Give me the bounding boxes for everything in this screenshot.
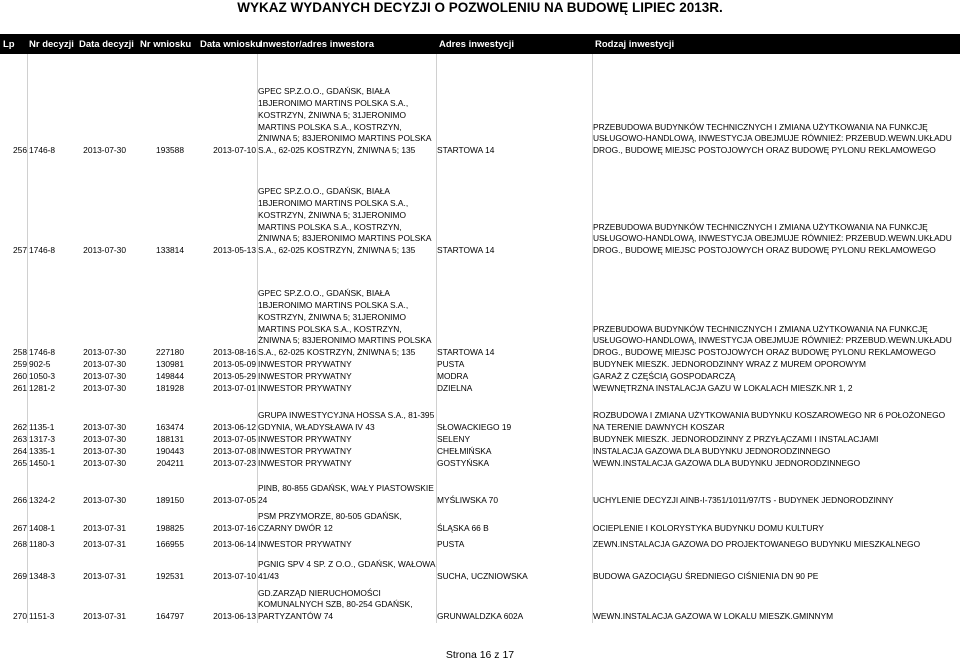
cell-nr-wniosku: 204211 <box>156 458 184 469</box>
cell-nr-decyzji: 1746-8 <box>29 347 56 358</box>
cell-inwestor: INWESTOR PRYWATNY <box>258 434 352 445</box>
cell-rodzaj: PRZEBUDOWA BUDYNKÓW TECHNICZNYCH I ZMIANA UŻYTKOWANIA NA FUNKCJĘ USŁUGOWO-HANDLOWĄ, INWESTYCJA OBEJMUJE RÓWNIEŻ: PRZEBUD.WEWN.UKŁADU DROG., BUDOWĘ MIEJSC POSTOJOWYCH ORAZ BUDOWĘ PYLONU REKLAMOWEGO <box>593 121 952 156</box>
cell-nr-wniosku: 166955 <box>156 539 184 550</box>
cell-inwestor: PINB, 80-855 GDAŃSK, WAŁY PIASTOWSKIE 24 <box>258 483 434 506</box>
cell-adres: GOSTYŃSKA <box>437 458 490 469</box>
cell-data-decyzji: 2013-07-31 <box>83 611 126 622</box>
cell-data-decyzji: 2013-07-31 <box>83 523 126 534</box>
cell-data-wniosku: 2013-08-16 <box>213 347 256 358</box>
cell-nr-wniosku: 190443 <box>156 446 184 457</box>
cell-data-wniosku: 2013-06-14 <box>213 539 256 550</box>
cell-data-wniosku: 2013-06-12 <box>213 422 256 433</box>
cell-data-wniosku: 2013-06-13 <box>213 611 256 622</box>
cell-data-decyzji: 2013-07-30 <box>83 446 126 457</box>
cell-nr-decyzji: 1348-3 <box>29 571 56 582</box>
cell-data-decyzji: 2013-07-30 <box>83 359 126 370</box>
cell-rodzaj: BUDYNEK MIESZK. JEDNORODZINNY Z PRZYŁĄCZAMI I INSTALACJAMI <box>593 434 879 445</box>
header-adres: Adres inwestycji <box>439 39 514 50</box>
cell-data-decyzji: 2013-07-31 <box>83 571 126 582</box>
cell-data-wniosku: 2013-05-09 <box>213 359 256 370</box>
page-footer: Strona 16 z 17 <box>445 649 515 661</box>
cell-nr-decyzji: 902-5 <box>29 359 51 370</box>
cell-nr-wniosku: 181928 <box>156 383 184 394</box>
cell-inwestor: INWESTOR PRYWATNY <box>258 458 352 469</box>
cell-nr-wniosku: 188131 <box>156 434 184 445</box>
cell-nr-wniosku: 193588 <box>156 145 184 156</box>
cell-lp: 256 <box>13 145 27 156</box>
cell-rodzaj: ROZBUDOWA I ZMIANA UŻYTKOWANIA BUDYNKU KOSZAROWEGO NR 6 POŁOŻONEGO NA TERENIE DAWNYCH KOSZAR <box>593 410 946 433</box>
cell-lp: 264 <box>13 446 27 457</box>
cell-lp: 268 <box>13 539 27 550</box>
cell-nr-decyzji: 1135-1 <box>29 422 55 433</box>
cell-adres: GRUNWALDZKA 602A <box>437 611 524 622</box>
header-inwestor: Inwestor/adres inwestora <box>260 39 375 50</box>
cell-adres: MYŚLIWSKA 70 <box>437 495 498 506</box>
cell-inwestor: INWESTOR PRYWATNY <box>258 539 352 550</box>
cell-rodzaj: WEWN.INSTALACJA GAZOWA DLA BUDYNKU JEDNORODZINNEGO <box>593 458 861 469</box>
cell-data-wniosku: 2013-05-13 <box>213 245 256 256</box>
cell-rodzaj: PRZEBUDOWA BUDYNKÓW TECHNICZNYCH I ZMIANA UŻYTKOWANIA NA FUNKCJĘ USŁUGOWO-HANDLOWĄ, INWESTYCJA OBEJMUJE RÓWNIEŻ: PRZEBUD.WEWN.UKŁADU DROG., BUDOWĘ MIEJSC POSTOJOWYCH ORAZ BUDOWĘ PYLONU REKLAMOWEGO <box>593 221 952 256</box>
header-data-wniosku: Data wniosku <box>200 39 262 50</box>
cell-inwestor: INWESTOR PRYWATNY <box>258 383 352 394</box>
cell-adres: CHEŁMIŃSKA <box>437 446 492 457</box>
cell-adres: SUCHA, UCZNIOWSKA <box>437 571 528 582</box>
cell-inwestor: GRUPA INWESTYCYJNA HOSSA S.A., 81-395 GDYNIA, WŁADYSŁAWA IV 43 <box>258 410 435 433</box>
cell-rodzaj: PRZEBUDOWA BUDYNKÓW TECHNICZNYCH I ZMIANA UŻYTKOWANIA NA FUNKCJĘ USŁUGOWO-HANDLOWĄ, INWESTYCJA OBEJMUJE RÓWNIEŻ: PRZEBUD.WEWN.UKŁADU DROG., BUDOWĘ MIEJSC POSTOJOWYCH ORAZ BUDOWĘ PYLONU REKLAMOWEGO <box>593 323 952 358</box>
cell-data-wniosku: 2013-07-08 <box>213 446 256 457</box>
cell-nr-decyzji: 1335-1 <box>29 446 56 457</box>
cell-data-wniosku: 2013-07-01 <box>213 383 256 394</box>
cell-nr-wniosku: 227180 <box>156 347 184 358</box>
cell-lp: 258 <box>13 347 27 358</box>
cell-inwestor: GPEC SP.Z.O.O., GDAŃSK, BIAŁA 1BJERONIMO MARTINS POLSKA S.A., KOSTRZYN, ŻNIWNA 5; 31JERONIMO MARTINS POLSKA S.A., KOSTRZYN, ŻNIWNA 5; 83JERONIMO MARTINS POLSKA S.A., 62-025 KOSTRZYN, ŻNIWNA 5; 135 <box>258 186 431 256</box>
cell-data-wniosku: 2013-07-23 <box>213 458 256 469</box>
header-data-decyzji: Data decyzji <box>79 39 134 50</box>
cell-inwestor: GPEC SP.Z.O.O., GDAŃSK, BIAŁA 1BJERONIMO MARTINS POLSKA S.A., KOSTRZYN, ŻNIWNA 5; 31JERONIMO MARTINS POLSKA S.A., KOSTRZYN, ŻNIWNA 5; 83JERONIMO MARTINS POLSKA S.A., 62-025 KOSTRZYN, ŻNIWNA 5; 135 <box>258 288 431 358</box>
cell-data-decyzji: 2013-07-30 <box>83 422 126 433</box>
header-lp: Lp <box>3 39 15 50</box>
cell-lp: 270 <box>13 611 27 622</box>
header-nr-decyzji: Nr decyzji <box>29 39 74 50</box>
cell-inwestor: INWESTOR PRYWATNY <box>258 446 352 457</box>
cell-inwestor: PGNIG SPV 4 SP. Z O.O., GDAŃSK, WAŁOWA 41/43 <box>258 559 435 582</box>
cell-adres: STARTOWA 14 <box>437 347 495 358</box>
cell-nr-decyzji: 1281-2 <box>29 383 56 394</box>
cell-nr-decyzji: 1746-8 <box>29 145 56 156</box>
header-rodzaj: Rodzaj inwestycji <box>595 39 675 50</box>
cell-lp: 267 <box>13 523 27 534</box>
cell-rodzaj: GARAŻ Z CZĘŚCIĄ GOSPODARCZĄ <box>593 371 736 382</box>
cell-lp: 266 <box>13 495 27 506</box>
cell-data-decyzji: 2013-07-30 <box>83 383 126 394</box>
cell-nr-decyzji: 1450-1 <box>29 458 56 469</box>
cell-nr-wniosku: 130981 <box>156 359 184 370</box>
cell-inwestor: PSM PRZYMORZE, 80-505 GDAŃSK, CZARNY DWÓR 12 <box>258 511 402 534</box>
header-nr-wniosku: Nr wniosku <box>140 39 192 50</box>
cell-data-wniosku: 2013-05-29 <box>213 371 256 382</box>
cell-rodzaj: UCHYLENIE DECYZJI AINB-I-7351/1011/97/TS - BUDYNEK JEDNORODZINNY <box>593 495 894 506</box>
cell-adres: DZIELNA <box>437 383 473 394</box>
cell-inwestor: INWESTOR PRYWATNY <box>258 359 352 370</box>
cell-lp: 260 <box>13 371 27 382</box>
cell-rodzaj: BUDYNEK MIESZK. JEDNORODZINNY WRAZ Z MUREM OPOROWYM <box>593 359 866 370</box>
cell-data-decyzji: 2013-07-30 <box>83 245 126 256</box>
cell-lp: 269 <box>13 571 27 582</box>
cell-data-wniosku: 2013-07-05 <box>213 495 256 506</box>
cell-adres: MODRA <box>437 371 469 382</box>
cell-rodzaj: WEWN.INSTALACJA GAZOWA W LOKALU MIESZK.GMINNYM <box>593 611 834 622</box>
cell-inwestor: GPEC SP.Z.O.O., GDAŃSK, BIAŁA 1BJERONIMO MARTINS POLSKA S.A., KOSTRZYN, ŻNIWNA 5; 31JERONIMO MARTINS POLSKA S.A., KOSTRZYN, ŻNIWNA 5; 83JERONIMO MARTINS POLSKA S.A., 62-025 KOSTRZYN, ŻNIWNA 5; 135 <box>258 86 431 156</box>
cell-data-decyzji: 2013-07-30 <box>83 458 126 469</box>
cell-inwestor: INWESTOR PRYWATNY <box>258 371 352 382</box>
cell-data-decyzji: 2013-07-30 <box>83 371 126 382</box>
page-title: WYKAZ WYDANYCH DECYZJI O POZWOLENIU NA BUDOWĘ LIPIEC 2013R. <box>237 0 723 15</box>
cell-data-wniosku: 2013-07-16 <box>213 523 256 534</box>
cell-nr-decyzji: 1317-3 <box>29 434 56 445</box>
cell-lp: 261 <box>13 383 27 394</box>
cell-nr-wniosku: 164797 <box>156 611 184 622</box>
cell-adres: ŚLĄSKA 66 B <box>437 523 489 534</box>
cell-lp: 263 <box>13 434 27 445</box>
cell-data-wniosku: 2013-07-10 <box>213 145 256 156</box>
cell-nr-wniosku: 163474 <box>156 422 184 433</box>
cell-nr-decyzji: 1151-3 <box>29 611 55 622</box>
cell-nr-wniosku: 198825 <box>156 523 184 534</box>
cell-lp: 265 <box>13 458 27 469</box>
cell-adres: STARTOWA 14 <box>437 245 495 256</box>
cell-lp: 259 <box>13 359 27 370</box>
cell-adres: PUSTA <box>437 359 465 370</box>
cell-data-wniosku: 2013-07-05 <box>213 434 256 445</box>
cell-rodzaj: WEWNĘTRZNA INSTALACJA GAZU W LOKALACH MIESZK.NR 1, 2 <box>593 383 853 394</box>
cell-nr-decyzji: 1408-1 <box>29 523 56 534</box>
cell-lp: 257 <box>13 245 27 256</box>
cell-data-decyzji: 2013-07-30 <box>83 145 126 156</box>
cell-adres: SELENY <box>437 434 471 445</box>
cell-nr-decyzji: 1050-3 <box>29 371 56 382</box>
cell-rodzaj: ZEWN.INSTALACJA GAZOWA DO PROJEKTOWANEGO BUDYNKU MIESZKALNEGO <box>593 539 921 550</box>
cell-nr-wniosku: 192531 <box>156 571 184 582</box>
cell-rodzaj: BUDOWA GAZOCIĄGU ŚREDNIEGO CIŚNIENIA DN 90 PE <box>593 571 819 582</box>
cell-adres: SŁOWACKIEGO 19 <box>437 422 512 433</box>
cell-data-wniosku: 2013-07-10 <box>213 571 256 582</box>
cell-adres: STARTOWA 14 <box>437 145 495 156</box>
cell-data-decyzji: 2013-07-30 <box>83 495 126 506</box>
cell-nr-decyzji: 1180-3 <box>29 539 55 550</box>
cell-rodzaj: OCIEPLENIE I KOLORYSTYKA BUDYNKU DOMU KULTURY <box>593 523 824 534</box>
cell-data-decyzji: 2013-07-30 <box>83 347 126 358</box>
cell-nr-wniosku: 149844 <box>156 371 184 382</box>
cell-inwestor: GD.ZARZĄD NIERUCHOMOŚCI KOMUNALNYCH SZB, 80-254 GDAŃSK, PARTYZANTÓW 74 <box>258 587 413 622</box>
cell-rodzaj: INSTALACJA GAZOWA DLA BUDYNKU JEDNORODZINNEGO <box>593 446 831 457</box>
cell-nr-wniosku: 133814 <box>156 245 184 256</box>
cell-nr-decyzji: 1324-2 <box>29 495 56 506</box>
cell-nr-decyzji: 1746-8 <box>29 245 56 256</box>
cell-data-decyzji: 2013-07-30 <box>83 434 126 445</box>
cell-nr-wniosku: 189150 <box>156 495 184 506</box>
cell-lp: 262 <box>13 422 27 433</box>
cell-data-decyzji: 2013-07-31 <box>83 539 126 550</box>
cell-adres: PUSTA <box>437 539 465 550</box>
